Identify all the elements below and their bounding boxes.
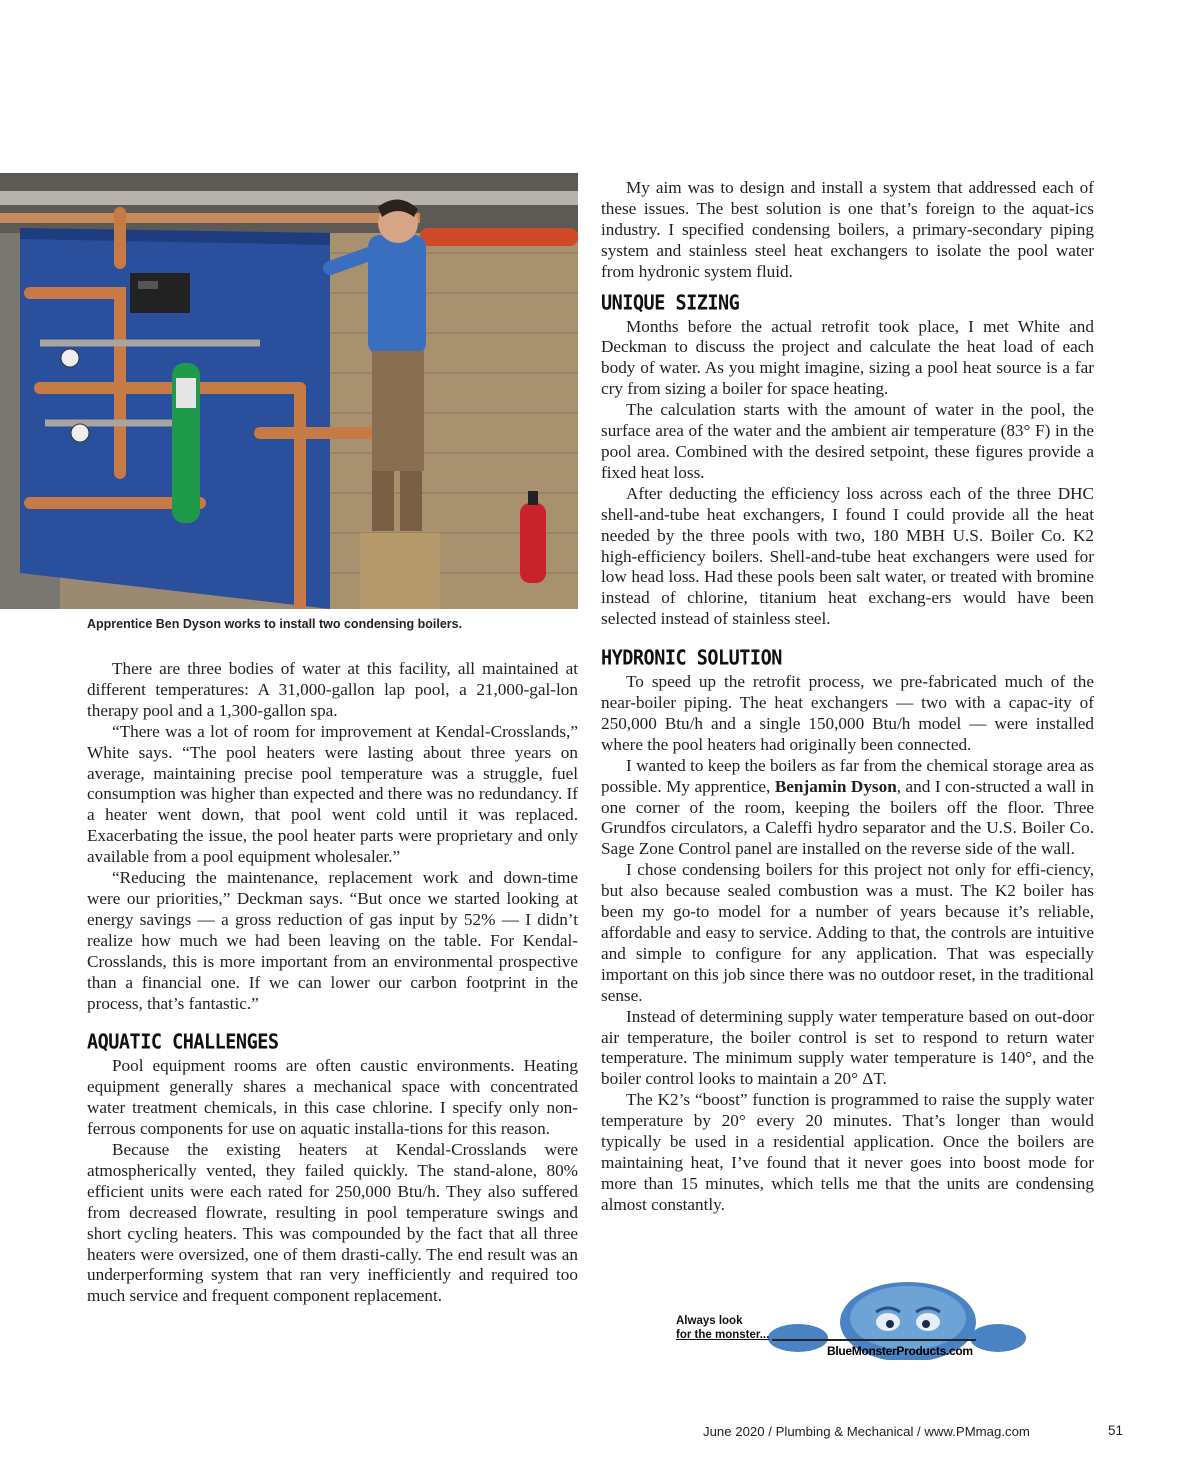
text-run: I wanted to keep the boilers as far from the chemical storage area as possible. My apprentice, [601, 755, 1094, 796]
photo-caption: Apprentice Ben Dyson works to install two condensing boilers. [87, 617, 463, 631]
section-heading-hydronic-solution: HYDRONIC SOLUTION [601, 646, 782, 670]
section-heading-unique-sizing: UNIQUE SIZING [601, 291, 740, 315]
paragraph [601, 756, 1094, 861]
paragraph: After deducting the efficiency loss across each of the three DHC shell-and-tube heat exchangers, I found I could provide all the heat needed by the three pools with two, 180 MBH U.S. Boiler Co. K2 high-efficiency boilers. Shell-and-tube heat exchangers were used for low head loss. Had these pools been salt water, or treated with bromine instead of chlorine, titanium heat exchang-ers would have been selected instead of stainless steel. [601, 483, 1094, 629]
paragraph: Months before the actual retrofit took place, I met White and Deckman to discuss the project and calculate the heat load of each body of water. As you might imagine, sizing a pool heat source is a far cry from sizing a boiler for space heating. [601, 316, 1094, 399]
paragraph: “There was a lot of room for improvement at Kendal-Crosslands,” White says. “The pool heaters were lasting about three years on average, maintaining precise pool temperature was a struggle, fuel consumption was higher than expected and there was no redundancy. If a heater went down, that pool went cold until it was replaced. Exacerbating the issue, the pool heater parts were proprietary and only available from a pool equipment wholesaler.” [87, 721, 578, 867]
paragraph: “Reducing the maintenance, replacement work and down-time were our priorities,” Deckman says. “But once we started looking at energy savings — a gross reduction of gas input by 52% — I didn’t realize how much we had been leaving on the table. For Kendal-Crosslands, this is more important from an environmental prospective than a financial one. If we can lower our carbon footprint in the process, that’s fantastic.” [87, 868, 578, 1013]
page-number: 51 [1108, 1423, 1124, 1438]
paragraph: My aim was to design and install a system that addressed each of these issues. The best solution is one that’s foreign to the aquat-ics industry. I specified condensing boilers, a primary-secondary piping system and stainless steel heat exchangers to isolate the pool water from hydronic system fluid. [601, 178, 1094, 281]
paragraph: The K2’s “boost” function is programmed to raise the supply water temperature by 20° every 20 minutes. That’s longer than would typically be used in a residential application. Once the boilers are maintaining heat, I’ve found that it never goes into boost mode for more than 15 minutes, which tells me that the units are condensing almost constantly. [601, 1090, 1094, 1214]
ad-tagline-line2: for the monster... [676, 1329, 770, 1341]
page-footer: June 2020 / Plumbing & Mechanical / www.PMmag.com [703, 1424, 1030, 1439]
ad-tagline-line1: Always look [676, 1315, 743, 1327]
blue-monster-advertisement[interactable] [676, 1278, 1026, 1360]
paragraph: To speed up the retrofit process, we pre-fabricated much of the near-boiler piping. The heat exchangers — two with a capac-ity of 250,000 Btu/h and a single 150,000 Btu/h model — were installed where the pool heaters had originally been connected. [601, 672, 1094, 754]
section-heading-aquatic-challenges: AQUATIC CHALLENGES [87, 1031, 279, 1055]
ad-tagline [676, 1314, 769, 1342]
paragraph: Instead of determining supply water temperature based on out-door air temperature, the boiler control is set to respond to return water temperature. The minimum supply water temperature is 140°, and the boiler control looks to maintain a 20° ΔT. [601, 1006, 1094, 1089]
paragraph: Pool equipment rooms are often caustic environments. Heating equipment generally shares a mechanical space with concentrated water treatment chemicals, in this case chlorine. I specify only non-ferrous components for use on aquatic installa-tions for this reason. [87, 1056, 578, 1139]
text-run: , and I con-structed a wall in one corner of the room, keeping the boilers off the floor. Three Grundfos circulators, a Caleffi hydro separator and the U.S. Boiler Co. Sage Zone Control panel are installed on the reverse side of the wall. [601, 776, 1094, 859]
paragraph: The calculation starts with the amount of water in the pool, the surface area of the water and the ambient air temperature (83° F) in the pool area. Combined with the desired setpoint, these figures provide a fixed heat loss. [601, 400, 1094, 482]
paragraph: I chose condensing boilers for this project not only for effi-ciency, but also because sealed combustion was a must. The K2 boiler has been my go-to model for a number of years because it’s reliable, affordable and easy to service. Adding to that, the controls are intuitive and simple to configure for any application. That was especially important on this job since there was no outdoor reset, in the traditional sense. [601, 860, 1094, 1005]
left-column [87, 659, 578, 1307]
right-column [601, 178, 1094, 1216]
bold-name: Benjamin Dyson [774, 776, 897, 796]
ad-url-link[interactable]: BlueMonsterProducts.com [827, 1344, 973, 1358]
boiler-installation-photo [0, 173, 578, 609]
paragraph: There are three bodies of water at this facility, all maintained at different temperatures: A 31,000-gallon lap pool, a 21,000-gal-lon therapy pool and a 1,300-gallon spa. [87, 659, 578, 720]
photo-illustration [0, 173, 578, 609]
paragraph: Because the existing heaters at Kendal-Crosslands were atmospherically vented, they failed quickly. The stand-alone, 80% efficient units were each rated for 250,000 Btu/h. They also suffered from decreased flowrate, resulting in pool temperature swings and short cycling heaters. This was compounded by the fact that all three heaters were oversized, one of them drasti-cally. The end result was an underperforming system that ran very inefficiently and required too much service and frequent component replacement. [87, 1140, 578, 1306]
